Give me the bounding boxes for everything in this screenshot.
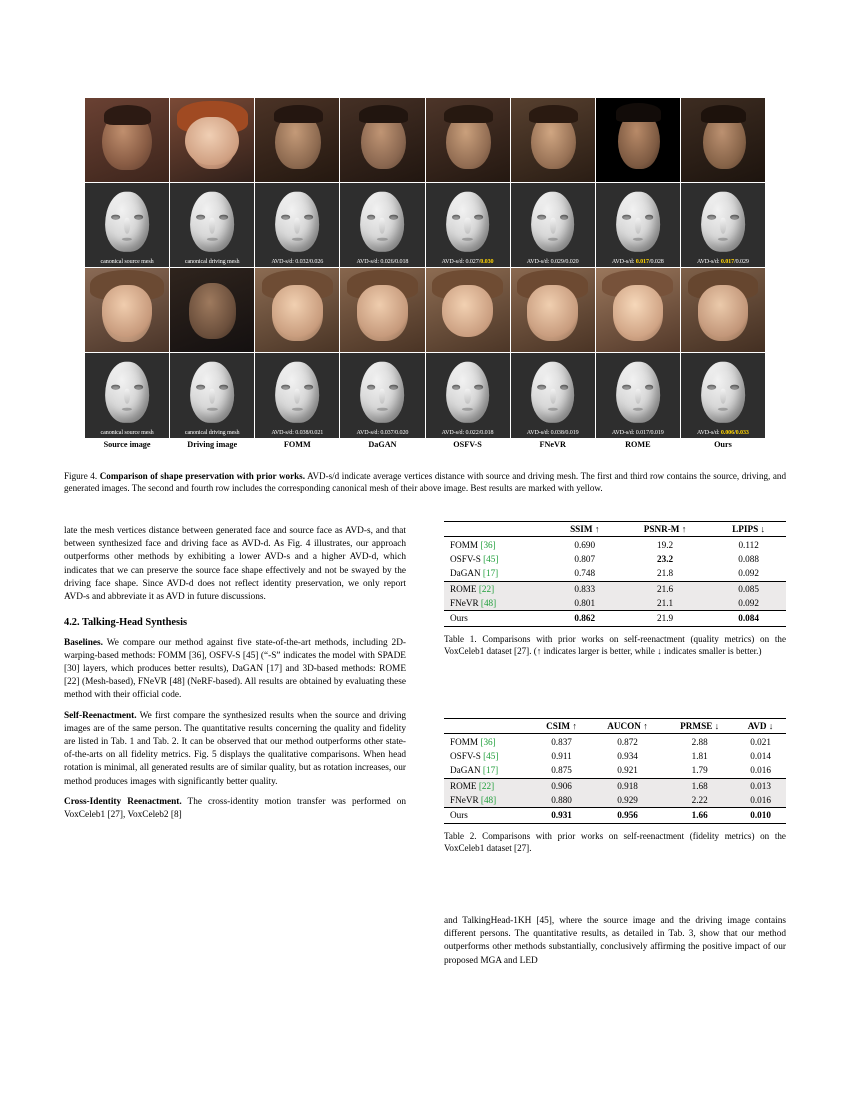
figure-cell [85, 98, 169, 182]
figure-cell-mesh [596, 183, 680, 267]
table-cell: 1.66 [664, 808, 735, 823]
table-cell: 0.016 [735, 793, 786, 808]
face-photo [85, 268, 169, 352]
table-cell: 0.956 [591, 808, 664, 823]
table-cell-method: Ours [444, 611, 551, 626]
canonical-mesh [85, 353, 169, 437]
table-2 [444, 718, 786, 824]
table-row [444, 763, 786, 778]
table-cell: 0.021 [750, 736, 771, 747]
table-cell: 0.088 [738, 553, 759, 564]
left-column [64, 525, 406, 829]
figure-column-label: OSFV-S [453, 439, 482, 449]
figure-cell [85, 268, 169, 352]
table-cell-method: FOMM [36] [450, 736, 496, 747]
canonical-mesh [340, 353, 424, 437]
mesh-caption: AVD-s/d: 0.006/0.033 [696, 429, 749, 436]
figure-cell-mesh [340, 353, 424, 437]
mesh-caption: AVD-s/d: 0.027/0.030 [441, 259, 494, 266]
table-1-caption-label: Table 1. [444, 633, 477, 644]
canonical-mesh [170, 183, 254, 267]
table-2-block [444, 718, 786, 854]
face-photo [511, 98, 595, 182]
mesh-caption: canonical driving mesh [184, 259, 240, 266]
figure-column-label: FNeVR [539, 439, 566, 449]
cross-identity-label: Cross-Identity Reenactment. [64, 796, 182, 807]
table-2-col-3: PRMSE ↓ [664, 719, 735, 734]
figure-cell [426, 268, 510, 352]
table-cell: 0.801 [551, 596, 619, 611]
table-row [444, 552, 786, 566]
table-cell-method: OSFV-S [45] [450, 553, 499, 564]
table-cell: 0.833 [574, 583, 596, 594]
table-cell: 0.906 [551, 780, 572, 791]
figure-cell-mesh [426, 353, 510, 437]
mesh-caption: AVD-s/d: 0.037/0.020 [356, 429, 409, 436]
figure-cell [255, 268, 339, 352]
paragraph-baselines [64, 637, 406, 703]
figure-cell-mesh [255, 183, 339, 267]
table-row [444, 566, 786, 581]
figure-cell [681, 268, 765, 352]
mesh-caption: canonical driving mesh [184, 429, 240, 436]
table-1-block [444, 521, 786, 657]
table-cell: 0.084 [711, 611, 786, 626]
table-cell: 21.6 [657, 583, 674, 594]
table-cell: 0.748 [551, 566, 619, 581]
mesh-caption: AVD-s/d: 0.038/0.021 [271, 429, 324, 436]
figure-row-photos-1 [85, 98, 765, 182]
figure-column-label: DaGAN [368, 439, 397, 449]
figure-caption-text: AVD-s/d indicate average vertices distance with source and driving mesh. The first and third row contains the source, driving, and generated images. The second and fourth row includes the corresponding canonical mesh of their above image. Best results are marked with yellow. [64, 471, 787, 494]
table-cell: 0.875 [532, 763, 591, 778]
table-cell-method: OSFV-S [45] [450, 750, 499, 761]
table-cell: 1.79 [664, 763, 735, 778]
canonical-mesh [170, 353, 254, 437]
canonical-mesh [681, 353, 765, 437]
mesh-caption: AVD-s/d: 0.017/0.029 [696, 259, 749, 266]
table-1-caption-text: Comparisons with prior works on self-reenactment (quality metrics) on the VoxCeleb1 dataset [27]. (↑ indicates larger is better, while ↓ indicates smaller is better.) [444, 633, 786, 656]
figure-caption-bold: Comparison of shape preservation with prior works. [99, 471, 305, 481]
table-cell: 0.807 [574, 553, 596, 564]
table-cell: 0.014 [750, 750, 771, 761]
figure-cell-mesh [255, 353, 339, 437]
table-cell: 1.81 [691, 750, 708, 761]
mesh-caption: AVD-s/d: 0.038/0.019 [526, 429, 579, 436]
table-cell: 0.931 [532, 808, 591, 823]
face-photo [340, 268, 424, 352]
figure-cell [596, 98, 680, 182]
figure-cell-mesh [426, 183, 510, 267]
table-cell: 0.837 [551, 736, 572, 747]
table-1-col-0 [444, 522, 551, 537]
table-cell: 21.1 [619, 596, 711, 611]
figure-cell-mesh [85, 353, 169, 437]
table-cell: 0.921 [591, 763, 664, 778]
figure-column-label: Ours [714, 439, 732, 449]
table-cell-method: Ours [444, 808, 532, 823]
table-cell: 0.872 [617, 736, 638, 747]
table-cell: 21.9 [619, 611, 711, 626]
table-cell: 0.010 [735, 808, 786, 823]
mesh-caption: AVD-s/d: 0.029/0.020 [526, 259, 579, 266]
face-photo [85, 98, 169, 182]
mesh-caption: canonical source mesh [100, 259, 154, 266]
figure-cell-mesh [596, 353, 680, 437]
canonical-mesh [596, 353, 680, 437]
figure-column-label: Source image [103, 439, 151, 449]
table-row [444, 611, 786, 626]
table-header-row [444, 522, 786, 537]
figure-cell-mesh [511, 353, 595, 437]
face-photo [681, 98, 765, 182]
table-2-caption-text: Comparisons with prior works on self-reenactment (fidelity metrics) on the VoxCeleb1 dataset [27]. [444, 830, 786, 853]
table-cell: 0.880 [532, 793, 591, 808]
figure-caption [64, 470, 786, 494]
figure-cell-mesh [85, 183, 169, 267]
figure-column-label: FOMM [283, 439, 311, 449]
table-cell-method: ROME [22] [450, 780, 495, 791]
self-reenactment-label: Self-Reenactment. [64, 710, 137, 721]
table-cell: 0.016 [735, 763, 786, 778]
figure-row-photos-2 [85, 268, 765, 352]
figure-cell [170, 98, 254, 182]
figure-column-labels [85, 440, 765, 449]
figure-cell [340, 268, 424, 352]
face-photo [170, 98, 254, 182]
face-photo [596, 98, 680, 182]
self-reenactment-text: We first compare the synthesized results when the source and driving images are of the same person. The quantitative results concerning the quality and fidelity are listed in Tab. 1 and Tab. 2. It can be observed that our method outperforms other state-of-the-arts on all fidelity metrics. Fig. 5 displays the qualitative comparisons. When head rotation is minimal, all generated results are of similar quality, but as rotation increases, our method produces images with significantly better quality. [64, 710, 407, 787]
table-row [444, 734, 786, 749]
table-row [444, 793, 786, 808]
face-photo [681, 268, 765, 352]
table-row [444, 596, 786, 611]
mesh-caption: AVD-s/d: 0.032/0.026 [271, 259, 324, 266]
table-row [444, 537, 786, 552]
table-2-caption-label: Table 2. [444, 830, 477, 841]
paragraph-avd [64, 525, 406, 604]
figure-cell [426, 98, 510, 182]
table-2-col-2: AUCON ↑ [591, 719, 664, 734]
figure-cell-mesh [170, 183, 254, 267]
canonical-mesh [681, 183, 765, 267]
face-photo [596, 268, 680, 352]
paragraph-self-reenactment [64, 710, 406, 789]
mesh-caption: AVD-s/d: 0.017/0.019 [611, 429, 664, 436]
table-cell: 19.2 [657, 539, 674, 550]
table-2-col-0 [444, 719, 532, 734]
face-photo [255, 98, 339, 182]
figure-cell [170, 268, 254, 352]
baselines-text: We compare our method against five state-of-the-art methods, including 2D-warping-based methods: FOMM [36], OSFV-S [45] (“-S” indicates the model with SPADE [30] layers, which produces better results), DaGAN [17] and 3D-based methods: ROME [22] (Mesh-based), FNeVR [48] (NeRF-based). All results are obtained by evaluating these method with their official code. [64, 637, 407, 701]
canonical-mesh [85, 183, 169, 267]
face-photo [255, 268, 339, 352]
table-1-caption [444, 633, 786, 657]
face-photo [170, 268, 254, 352]
table-cell: 0.092 [711, 596, 786, 611]
figure-column-label: ROME [625, 439, 651, 449]
figure-cell [511, 98, 595, 182]
table-row [444, 749, 786, 763]
mesh-caption: AVD-s/d: 0.017/0.028 [611, 259, 664, 266]
canonical-mesh [426, 183, 510, 267]
face-photo [340, 98, 424, 182]
canonical-mesh [255, 183, 339, 267]
face-photo [426, 98, 510, 182]
figure-row-meshes-1 [85, 183, 765, 267]
canonical-mesh [511, 183, 595, 267]
table-cell: 0.013 [750, 780, 771, 791]
canonical-mesh [511, 353, 595, 437]
table-cell: 0.690 [574, 539, 596, 550]
paragraph-talkinghead: and TalkingHead-1KH [45], where the source image and the driving image contains different persons. The quantitative results, as detailed in Tab. 3, show that our method outperforms other methods substantially, conclusively affirming the positive impact of our proposed MGA and LED [444, 916, 786, 966]
canonical-mesh [340, 183, 424, 267]
table-2-caption [444, 830, 786, 854]
figure-cell [511, 268, 595, 352]
figure-row-meshes-2 [85, 353, 765, 437]
table-row [444, 808, 786, 823]
right-column-bottom [444, 915, 786, 975]
table-cell: 0.092 [711, 566, 786, 581]
table-cell-method: FOMM [36] [450, 539, 496, 550]
table-header-row [444, 719, 786, 734]
mesh-caption: AVD-s/d: 0.026/0.018 [356, 259, 409, 266]
table-cell: 2.88 [691, 736, 708, 747]
figure-4 [85, 98, 765, 449]
figure-cell-mesh [681, 183, 765, 267]
figure-cell [340, 98, 424, 182]
table-row [444, 581, 786, 596]
figure-cell-mesh [170, 353, 254, 437]
cross-identity-text: The cross-identity motion transfer was performed on VoxCeleb1 [27], VoxCeleb2 [8] [64, 796, 406, 820]
table-cell: 0.934 [617, 750, 638, 761]
mesh-caption: canonical source mesh [100, 429, 154, 436]
table-cell: 0.862 [551, 611, 619, 626]
figure-cell-mesh [681, 353, 765, 437]
figure-cell [255, 98, 339, 182]
figure-cell-mesh [340, 183, 424, 267]
canonical-mesh [426, 353, 510, 437]
canonical-mesh [596, 183, 680, 267]
figure-caption-label: Figure 4. [64, 471, 98, 481]
table-cell-method: DaGAN [17] [444, 566, 551, 581]
table-1-col-2: PSNR-M ↑ [619, 522, 711, 537]
table-cell: 1.68 [691, 780, 708, 791]
section-heading-talking-head: 4.2. Talking-Head Synthesis [64, 617, 187, 629]
table-cell: 0.112 [738, 539, 759, 550]
face-photo [426, 268, 510, 352]
table-1 [444, 521, 786, 627]
face-photo [511, 268, 595, 352]
table-cell: 23.2 [657, 553, 674, 564]
baselines-label: Baselines. [64, 637, 103, 648]
table-cell: 0.918 [617, 780, 638, 791]
table-cell: 2.22 [664, 793, 735, 808]
canonical-mesh [255, 353, 339, 437]
table-row [444, 778, 786, 793]
table-cell: 21.8 [619, 566, 711, 581]
table-cell: 0.911 [551, 750, 572, 761]
table-2-col-4: AVD ↓ [735, 719, 786, 734]
table-cell: 0.929 [591, 793, 664, 808]
figure-column-label: Driving image [187, 439, 238, 449]
table-2-col-1: CSIM ↑ [532, 719, 591, 734]
table-cell-method: FNeVR [48] [444, 793, 532, 808]
figure-cell [681, 98, 765, 182]
paragraph-avd-text: late the mesh vertices distance between generated face and source face as AVD-s, and that between synthesized face and driving face as AVD-d. As Fig. 4 illustrates, our approach outperforms other methods by exhibiting a lower AVD-s and a higher AVD-d, which indicates that we can preserve the source face shape effectively and not be swayed by the driving face shape. Since AVD-d does not reflect identity preservation, we only report AVD-s and abbreviate it as AVD in future discussions. [64, 526, 406, 602]
table-cell-method: FNeVR [48] [444, 596, 551, 611]
table-cell-method: DaGAN [17] [444, 763, 532, 778]
table-cell-method: ROME [22] [450, 583, 495, 594]
table-1-col-3: LPIPS ↓ [711, 522, 786, 537]
paragraph-cross-identity [64, 796, 406, 822]
table-cell: 0.085 [738, 583, 759, 594]
mesh-caption: AVD-s/d: 0.022/0.018 [441, 429, 494, 436]
figure-cell-mesh [511, 183, 595, 267]
figure-cell [596, 268, 680, 352]
table-1-col-1: SSIM ↑ [551, 522, 619, 537]
